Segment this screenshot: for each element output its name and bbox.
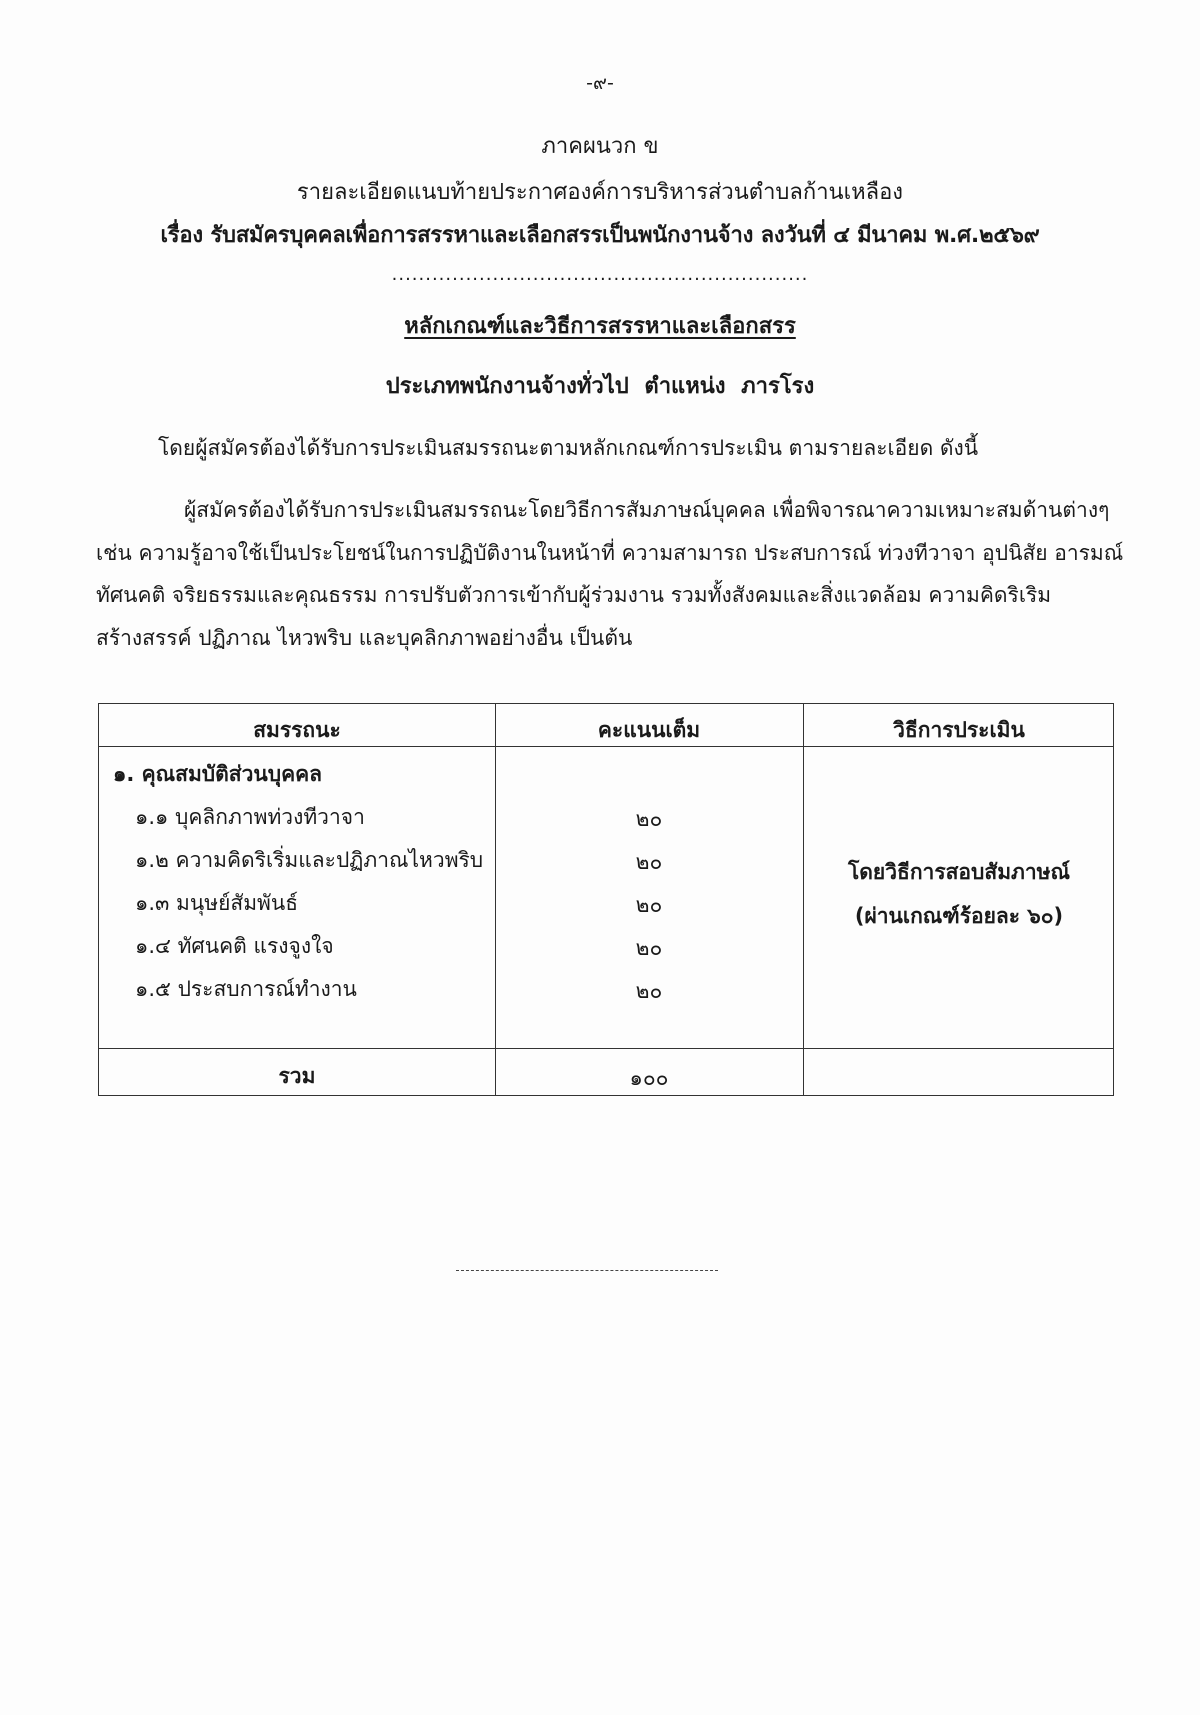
intro-paragraph: โดยผู้สมัครต้องได้รับการประเมินสมรรถนะตามหลักเกณฑ์การประเมิน ตามรายละเอียด ดังนี้ [158,436,979,460]
item-label: ๑.๓ มนุษย์สัมพันธ์ [135,891,299,915]
item-label: ๑.๔ ทัศนคติ แรงจูงใจ [135,934,334,958]
item-score: ๒๐ [635,979,663,1003]
group-title: ๑. คุณสมบัติส่วนบุคคล [113,762,323,786]
subject-line: เรื่อง รับสมัครบุคคลเพื่อการสรรหาและเลือกสรรเป็นพนักงานจ้าง ลงวันที่ ๔ มีนาคม พ.ศ.๒๕๖๙ [160,223,1040,248]
total-score: ๑๐๐ [629,1066,669,1090]
table-total-divider [99,1048,1113,1049]
total-label: รวม [278,1064,316,1088]
competency-table [98,703,1114,1096]
appendix-title: ภาคผนวก ข [541,134,659,159]
method-line-1: โดยวิธีการสอบสัมภาษณ์ [848,860,1070,884]
item-score: ๒๐ [635,893,663,917]
announcement-detail-line: รายละเอียดแนบท้ายประกาศองค์การบริหารส่วนตำบลก้านเหลือง [296,180,904,205]
item-label: ๑.๕ ประสบการณ์ทำงาน [135,977,357,1001]
body-line-2: เช่น ความรู้อาจใช้เป็นประโยชน์ในการปฏิบัติงานในหน้าที่ ความสามารถ ประสบการณ์ ท่วงทีวาจา อุปนิสัย อารมณ์ [96,541,1124,565]
header-full-score: คะแนนเต็ม [597,718,701,742]
body-line-4: สร้างสรรค์ ปฏิภาณ ไหวพริบ และบุคลิกภาพอย่างอื่น เป็นต้น [96,626,633,650]
header-method: วิธีการประเมิน [893,718,1025,742]
body-line-1: ผู้สมัครต้องได้รับการประเมินสมรรถนะโดยวิธีการสัมภาษณ์บุคคล เพื่อพิจารณาความเหมาะสมด้านต่างๆ [184,498,1110,522]
dotted-separator: .............................................................. [391,264,809,285]
header-competency: สมรรถนะ [253,718,341,742]
end-dashed-line [456,1270,718,1271]
method-line-2: (ผ่านเกณฑ์ร้อยละ ๖๐) [854,904,1064,928]
item-score: ๒๐ [635,850,663,874]
page-number: -๙- [586,72,614,94]
item-label: ๑.๑ บุคลิกภาพท่วงทีวาจา [135,805,365,829]
item-score: ๒๐ [635,936,663,960]
item-label: ๑.๒ ความคิดริเริ่มและปฏิภาณไหวพริบ [135,848,484,872]
body-line-3: ทัศนคติ จริยธรรมและคุณธรรม การปรับตัวการเข้ากับผู้ร่วมงาน รวมทั้งสังคมและสิ่งแวดล้อม ความคิดริเริม [96,583,1052,607]
section-heading: หลักเกณฑ์และวิธีการสรรหาและเลือกสรร [404,314,796,339]
position-line: ประเภทพนักงานจ้างทั่วไป ตำแหน่ง ภารโรง [385,374,815,399]
item-score: ๒๐ [635,807,663,831]
